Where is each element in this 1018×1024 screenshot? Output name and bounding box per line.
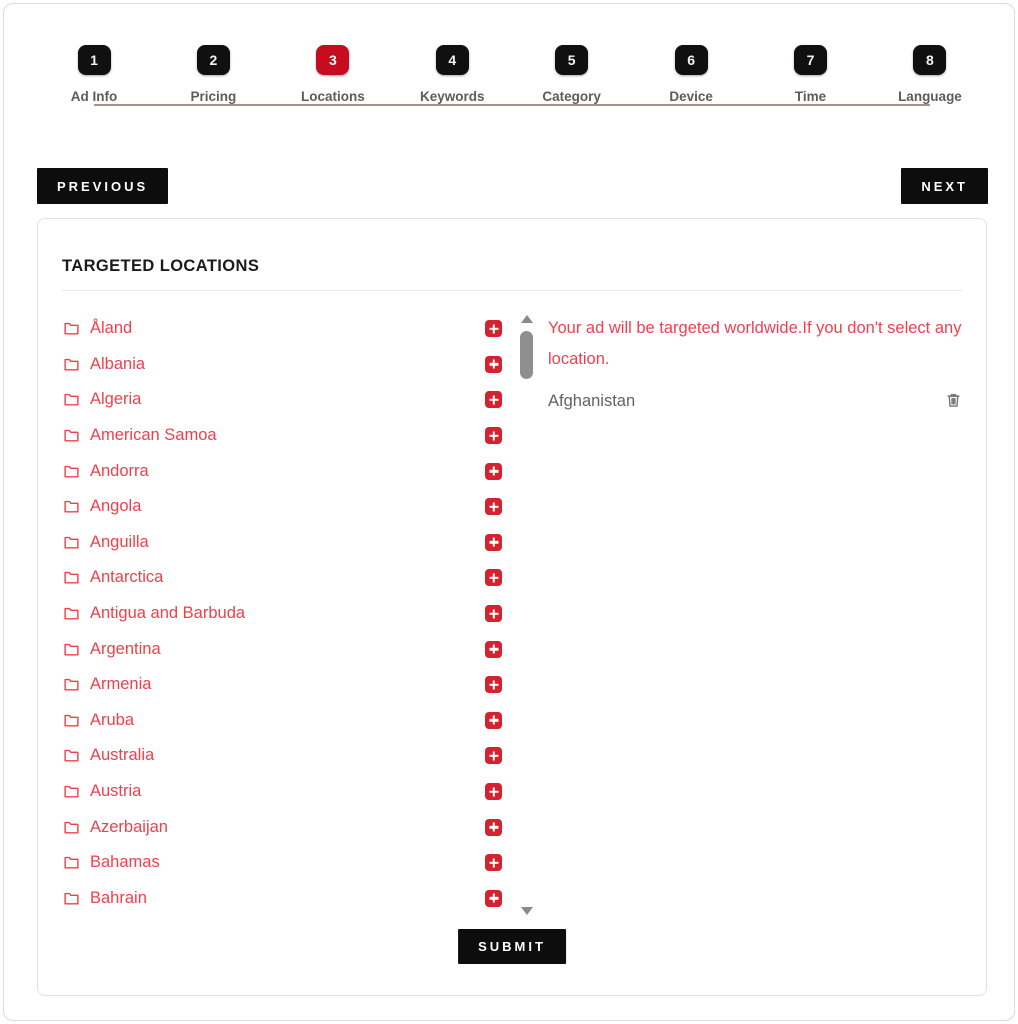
- location-name[interactable]: Anguilla: [90, 532, 149, 551]
- location-name[interactable]: Albania: [90, 354, 146, 373]
- folder-icon: [62, 605, 81, 622]
- panel-title: TARGETED LOCATIONS: [62, 257, 260, 275]
- selected-location-row: [548, 391, 962, 412]
- add-location-button-anguilla[interactable]: [485, 534, 502, 551]
- delete-location-button-afghanistan[interactable]: [945, 391, 962, 412]
- location-row: [62, 667, 502, 703]
- folder-icon: [62, 747, 81, 764]
- add-location-button-azerbaijan[interactable]: [485, 819, 502, 836]
- targeted-locations-panel: [37, 218, 987, 996]
- step-number-box[interactable]: 8: [913, 45, 946, 75]
- panel-body: [62, 311, 962, 917]
- folder-icon: [62, 854, 81, 871]
- location-name[interactable]: Aruba: [90, 710, 135, 729]
- folder-icon: [62, 676, 81, 693]
- location-row: [62, 774, 502, 810]
- add-location-button-algeria[interactable]: [485, 391, 502, 408]
- add-location-button-austria[interactable]: [485, 783, 502, 800]
- add-location-button-land[interactable]: [485, 320, 502, 337]
- location-link-austria[interactable]: [62, 782, 141, 801]
- step-label: Language: [898, 89, 962, 104]
- location-link-bahamas[interactable]: [62, 853, 160, 872]
- location-row: [62, 881, 502, 917]
- previous-button[interactable]: PREVIOUS: [37, 168, 168, 204]
- location-list: [62, 311, 502, 917]
- trash-icon: [945, 391, 962, 412]
- add-location-button-armenia[interactable]: [485, 676, 502, 693]
- folder-icon: [62, 534, 81, 551]
- step-pricing[interactable]: [175, 45, 251, 104]
- location-name[interactable]: Argentina: [90, 639, 161, 658]
- add-location-button-bahrain[interactable]: [485, 890, 502, 907]
- folder-icon: [62, 783, 81, 800]
- step-number-box[interactable]: 6: [675, 45, 708, 75]
- location-link-albania[interactable]: [62, 355, 145, 374]
- step-label: Locations: [300, 89, 365, 104]
- add-location-button-aruba[interactable]: [485, 712, 502, 729]
- location-link-antarctica[interactable]: [62, 568, 163, 587]
- step-number-box[interactable]: 4: [436, 45, 469, 75]
- location-name[interactable]: American Samoa: [90, 426, 217, 445]
- location-row: [62, 596, 502, 632]
- location-row: [62, 382, 502, 418]
- location-row: [62, 453, 502, 489]
- wizard-stepper: [0, 45, 1018, 115]
- folder-icon: [62, 427, 81, 444]
- location-row: [62, 809, 502, 845]
- folder-icon: [62, 712, 81, 729]
- location-name[interactable]: Åland: [90, 319, 133, 338]
- folder-icon: [62, 890, 81, 907]
- location-link-land[interactable]: [62, 319, 132, 338]
- chevron-down-icon[interactable]: [521, 907, 533, 915]
- folder-icon: [62, 641, 81, 658]
- step-ad-info[interactable]: [56, 45, 132, 104]
- location-row: [62, 489, 502, 525]
- step-locations[interactable]: [295, 45, 371, 104]
- next-button[interactable]: NEXT: [901, 168, 988, 204]
- location-link-angola[interactable]: [62, 497, 141, 516]
- folder-icon: [62, 569, 81, 586]
- step-device[interactable]: [653, 45, 729, 104]
- step-label: Keywords: [420, 89, 485, 104]
- selected-locations-panel: [548, 311, 962, 917]
- step-number-box[interactable]: 2: [197, 45, 230, 75]
- add-location-button-angola[interactable]: [485, 498, 502, 515]
- folder-icon: [62, 498, 81, 515]
- location-row: [62, 347, 502, 383]
- submit-button[interactable]: SUBMIT: [458, 929, 566, 964]
- step-label: Category: [542, 89, 601, 104]
- location-name[interactable]: Antigua and Barbuda: [90, 604, 246, 623]
- selected-location-name: Afghanistan: [548, 392, 636, 411]
- stepper-connector-line: [94, 104, 930, 106]
- location-row: [62, 845, 502, 881]
- chevron-up-icon[interactable]: [521, 315, 533, 323]
- location-row: [62, 560, 502, 596]
- folder-icon: [62, 356, 81, 373]
- location-name[interactable]: Bahrain: [90, 888, 147, 907]
- location-name[interactable]: Australia: [90, 746, 155, 765]
- location-row: [62, 418, 502, 454]
- location-link-aruba[interactable]: [62, 711, 134, 730]
- location-row: [62, 631, 502, 667]
- step-category[interactable]: [534, 45, 610, 104]
- location-link-azerbaijan[interactable]: [62, 818, 168, 837]
- location-name[interactable]: Angola: [90, 497, 142, 516]
- location-link-argentina[interactable]: [62, 640, 161, 659]
- add-location-button-argentina[interactable]: [485, 641, 502, 658]
- add-location-button-american-samoa[interactable]: [485, 427, 502, 444]
- add-location-button-antarctica[interactable]: [485, 569, 502, 586]
- location-list-scrollbar[interactable]: [520, 311, 534, 917]
- location-name[interactable]: Antarctica: [90, 568, 164, 587]
- folder-icon: [62, 320, 81, 337]
- add-location-button-antigua-and-barbuda[interactable]: [485, 605, 502, 622]
- selected-location-list: [548, 391, 962, 412]
- location-link-armenia[interactable]: [62, 675, 151, 694]
- location-link-anguilla[interactable]: [62, 533, 149, 552]
- step-label: Ad Info: [70, 89, 118, 104]
- folder-icon: [62, 391, 81, 408]
- scrollbar-thumb[interactable]: [520, 331, 533, 379]
- location-name[interactable]: Austria: [90, 782, 142, 801]
- location-link-andorra[interactable]: [62, 462, 149, 481]
- step-number-box[interactable]: 3: [316, 45, 349, 75]
- step-number-box[interactable]: 7: [794, 45, 827, 75]
- step-keywords[interactable]: [414, 45, 490, 104]
- location-row: [62, 311, 502, 347]
- step-number-box[interactable]: 5: [555, 45, 588, 75]
- title-divider: [62, 290, 962, 291]
- location-link-bahrain[interactable]: [62, 889, 147, 908]
- location-name[interactable]: Armenia: [90, 675, 152, 694]
- location-row: [62, 525, 502, 561]
- step-label: Pricing: [190, 89, 237, 104]
- location-link-algeria[interactable]: [62, 390, 141, 409]
- step-label: Time: [794, 89, 827, 104]
- location-name[interactable]: Algeria: [90, 390, 142, 409]
- add-location-button-australia[interactable]: [485, 747, 502, 764]
- add-location-button-andorra[interactable]: [485, 463, 502, 480]
- add-location-button-bahamas[interactable]: [485, 854, 502, 871]
- step-number-box[interactable]: 1: [78, 45, 111, 75]
- location-name[interactable]: Azerbaijan: [90, 817, 168, 836]
- worldwide-info-message: Your ad will be targeted worldwide.If you don't select any location.: [548, 319, 962, 368]
- step-language[interactable]: [892, 45, 968, 104]
- step-time[interactable]: [773, 45, 849, 104]
- add-location-button-albania[interactable]: [485, 356, 502, 373]
- step-label: Device: [669, 89, 713, 104]
- location-link-american-samoa[interactable]: [62, 426, 217, 445]
- location-link-antigua-and-barbuda[interactable]: [62, 604, 245, 623]
- location-row: [62, 738, 502, 774]
- folder-icon: [62, 463, 81, 480]
- location-link-australia[interactable]: [62, 746, 154, 765]
- location-row: [62, 703, 502, 739]
- location-name[interactable]: Bahamas: [90, 853, 160, 872]
- folder-icon: [62, 819, 81, 836]
- location-name[interactable]: Andorra: [90, 461, 149, 480]
